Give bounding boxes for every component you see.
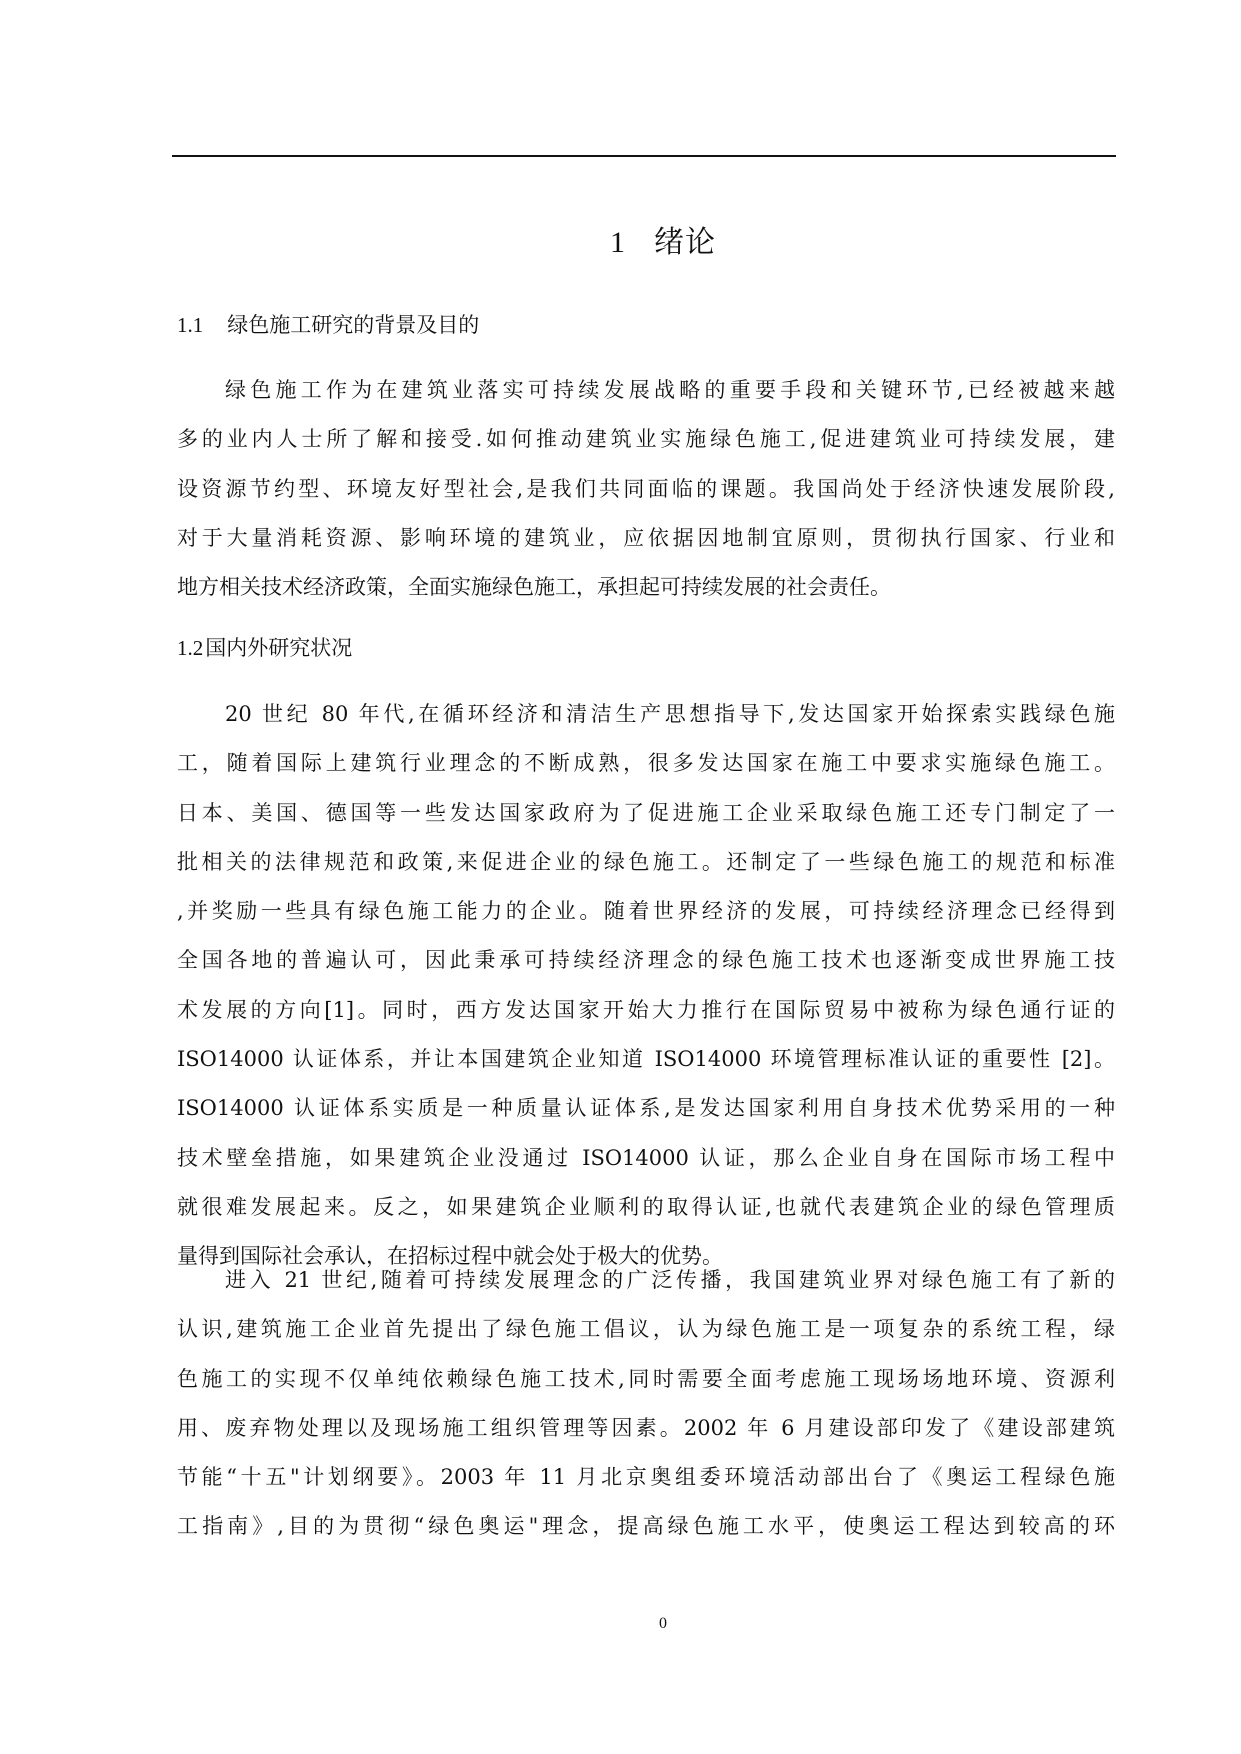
text-line: 色施工的实现不仅单纯依赖绿色施工技术,同时需要全面考虑施工现场场地环境、资源利 [177,1366,1115,1391]
text-line: 认识,建筑施工企业首先提出了绿色施工倡议，认为绿色施工是一项复杂的系统工程，绿 [177,1317,1115,1342]
text-line: 技术壁垒措施，如果建筑企业没通过 ISO14000 认证，那么企业自身在国际市场工程中 [177,1145,1115,1170]
text-line: 术发展的方向[1]。同时，西方发达国家开始大力推行在国际贸易中被称为绿色通行证的 [177,997,1115,1022]
text-line: 对于大量消耗资源、影响环境的建筑业，应依据因地制宜原则，贯彻执行国家、行业和 [177,525,1115,550]
text-line: 用、废弃物处理以及现场施工组织管理等因素。2002 年 6 月建设部印发了《建设部建筑 [177,1415,1115,1440]
section-number: 1.2 [177,636,204,660]
text-line: 日本、美国、德国等一些发达国家政府为了促进施工企业采取绿色施工还专门制定了一 [177,800,1115,825]
section-heading-1-1 [177,305,479,345]
text-line: 20 世纪 80 年代,在循环经济和清洁生产思想指导下,发达国家开始探索实践绿色施 [225,702,1115,726]
chapter-title [0,218,1241,268]
text-line: 设资源节约型、环境友好型社会,是我们共同面临的课题。我国尚处于经济快速发展阶段, [177,476,1115,501]
section-number: 1.1 [177,313,204,337]
text-line: 绿色施工作为在建筑业落实可持续发展战略的重要手段和关键环节,已经被越来越 [225,378,1115,402]
paragraph-research-status [177,690,1115,1282]
chapter-number: 1 [610,226,626,259]
section-title: 国内外研究状况 [205,636,353,660]
paragraph-21st-century [177,1256,1115,1552]
text-line: 批相关的法律规范和政策,来促进企业的绿色施工。还制定了一些绿色施工的规范和标准 [177,849,1115,874]
text-line: ISO14000 认证体系实质是一种质量认证体系,是发达国家利用自身技术优势采用的一种 [177,1096,1115,1121]
text-line: 全国各地的普遍认可，因此秉承可持续经济理念的绿色施工技术也逐渐变成世界施工技 [177,948,1115,973]
text-line: 进入 21 世纪,随着可持续发展理念的广泛传播，我国建筑业界对绿色施工有了新的 [225,1268,1115,1292]
section-title: 绿色施工研究的背景及目的 [227,313,480,337]
text-line: 多的业内人士所了解和接受.如何推动建筑业实施绿色施工,促进建筑业可持续发展，建 [177,427,1115,452]
text-line: 量得到国际社会承认，在招标过程中就会处于极大的优势。 [177,1244,723,1269]
paragraph-background [177,366,1115,612]
text-line: 就很难发展起来。反之，如果建筑企业顺利的取得认证,也就代表建筑企业的绿色管理质 [177,1194,1115,1219]
chapter-title-text: 绪论 [654,225,716,260]
text-line: 地方相关技术经济政策，全面实施绿色施工，承担起可持续发展的社会责任。 [177,575,891,600]
section-heading-1-2 [177,628,352,668]
text-line: 工指南》,目的为贯彻“绿色奥运"理念，提高绿色施工水平，使奥运工程达到较高的环 [177,1514,1115,1539]
text-line: 节能“十五"计划纲要》。2003 年 11 月北京奥组委环境活动部出台了《奥运工程绿色施 [177,1465,1115,1490]
text-line: ISO14000 认证体系，并让本国建筑企业知道 ISO14000 环境管理标准认证的重要性 [2]。 [177,1047,1115,1072]
page-number: 0 [659,1615,667,1632]
text-line: ,并奖励一些具有绿色施工能力的企业。随着世界经济的发展，可持续经济理念已经得到 [177,899,1115,924]
header-rule [172,155,1116,157]
text-line: 工，随着国际上建筑行业理念的不断成熟，很多发达国家在施工中要求实施绿色施工。 [177,751,1115,776]
